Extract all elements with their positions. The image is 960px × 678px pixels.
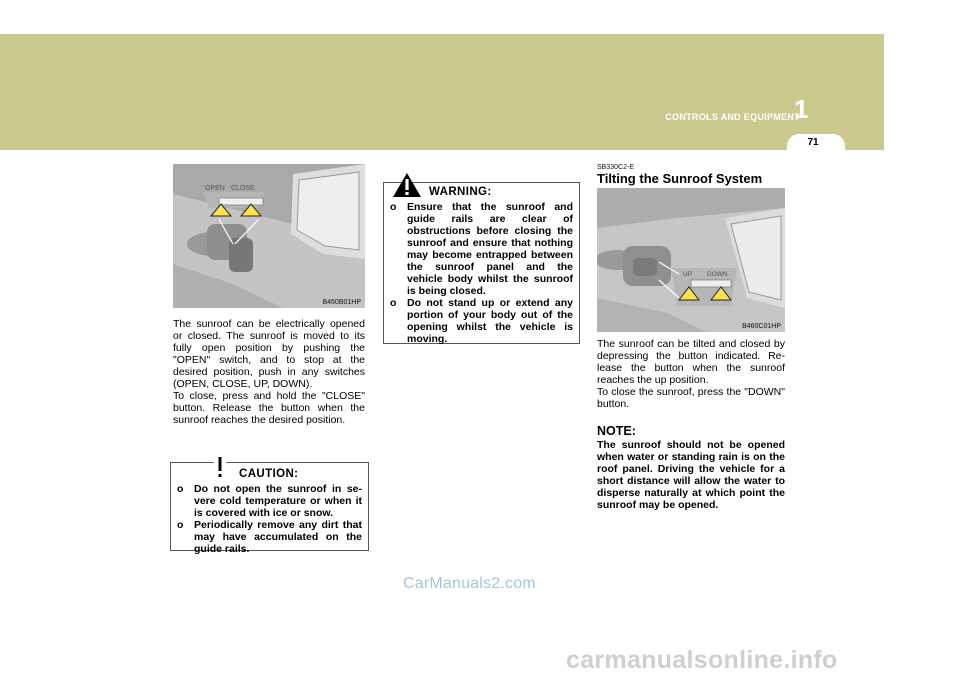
tilt-switch-illustration [597, 188, 785, 332]
sunroof-switch-photo [173, 164, 365, 308]
header-band [0, 34, 884, 150]
caution-triangle-icon [205, 453, 235, 481]
tilt-description [597, 338, 785, 410]
down-label: DOWN [707, 271, 728, 278]
up-label: UP [683, 271, 693, 278]
body-paragraph: The sunroof can be electrically opened or closed. The sunroof is moved to its fully open position by pushing the "OPEN" switch, and to stop at the desired position, push in any switches (OPEN, CLOSE, UP, DOWN). [173, 318, 365, 390]
list-item-text: Ensure that the sunroof and guide rails are clear of obstructions before closing the sunroof and ensure that nothing may become entrapped between the sunroof panel and the vehicle body whilst the sunroof is being closed. [407, 201, 573, 297]
section-number: 1 [794, 94, 809, 124]
warning-triangle-icon [392, 172, 422, 198]
list-item [177, 483, 362, 519]
body-paragraph: To close, press and hold the "CLOSE" button. Release the button when the sunroof reaches the desired position. [173, 390, 365, 426]
open-label: OPEN [205, 185, 225, 192]
caution-box [170, 462, 369, 555]
sunroof-switch-illustration [173, 164, 365, 308]
warning-title: WARNING: [429, 186, 492, 198]
list-item [390, 297, 573, 345]
warning-list [390, 201, 573, 345]
sunroof-description [173, 318, 365, 426]
bullet: o [390, 297, 397, 309]
list-item-text: Do not stand up or extend any portion of your body out of the opening whilst the vehicle is moving. [407, 297, 573, 345]
note-text: The sunroof should not be opened when water or standing rain is on the roof panel. Driving the vehicle for a short distance will allow the water to disperse naturally at which point the sunroof may be opened. [597, 439, 785, 511]
bullet: o [177, 519, 184, 531]
warning-box [383, 182, 580, 344]
photo-code: B460B01HP [322, 299, 361, 306]
note-title: NOTE: [597, 424, 636, 438]
bullet: o [390, 201, 397, 213]
tilt-switch-photo [597, 188, 785, 332]
carmanuals-watermark[interactable]: CarManuals2.com [403, 575, 536, 592]
photo-code: B460C01HP [742, 323, 781, 330]
page-number: 71 [807, 137, 819, 148]
list-item-text: Periodically remove any dirt that may have accumulated on the guide rails. [194, 519, 362, 555]
list-item-text: Do not open the sunroof in se- vere cold temperature or when it is covered with ice or snow. [194, 483, 362, 519]
section-code: SB330C2-E [597, 164, 634, 171]
body-paragraph: To close the sunroof, press the "DOWN" button. [597, 386, 785, 410]
section-title: CONTROLS AND EQUIPMENT [665, 112, 800, 122]
section-heading: Tilting the Sunroof System [597, 171, 763, 186]
list-item [390, 201, 573, 297]
body-paragraph: The sunroof can be tilted and closed by depressing the button indicated. Re- lease the button when the sunroof reaches the up position. [597, 338, 785, 386]
caution-title: CAUTION: [239, 468, 299, 480]
bullet: o [177, 483, 184, 495]
close-label: CLOSE [231, 185, 255, 192]
list-item [177, 519, 362, 555]
caution-list [177, 483, 362, 555]
site-watermark[interactable]: carmanualsonline.info [566, 646, 838, 674]
